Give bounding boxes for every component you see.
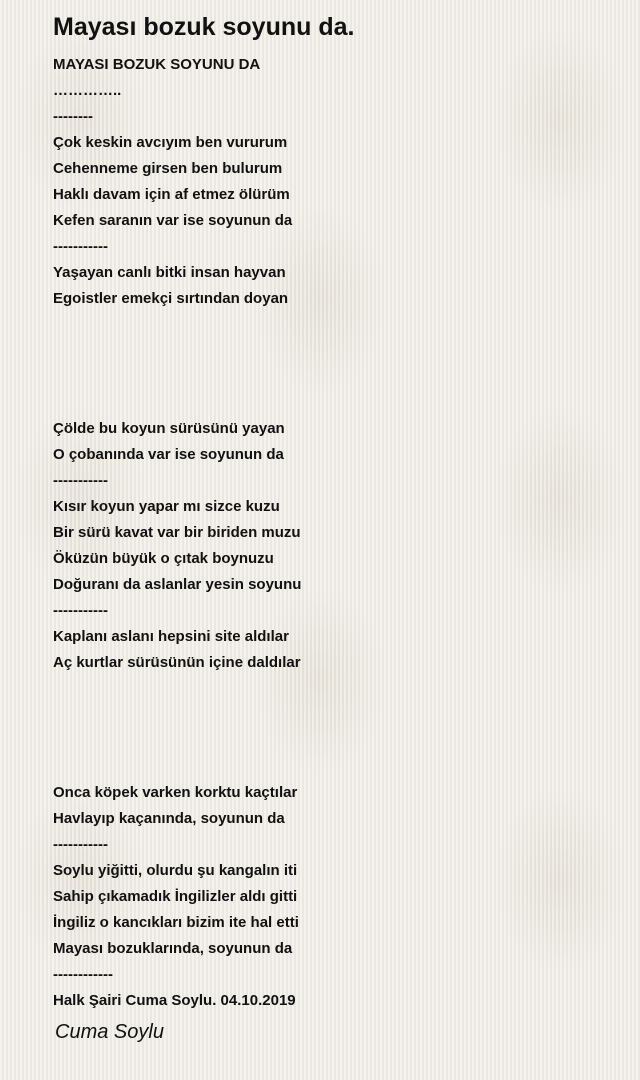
- poem-line: -----------: [53, 836, 108, 853]
- poem-line: Cehenneme girsen ben bulurum: [53, 160, 283, 177]
- poem-line: Egoistler emekçi sırtından doyan: [53, 290, 289, 307]
- poem-line: Çölde bu koyun sürüsünü yayan: [53, 420, 285, 437]
- poem-line: Haklı davam için af etmez ölürüm: [53, 186, 290, 203]
- poem-line: -----------: [53, 472, 108, 489]
- poem-line: -----------: [53, 602, 108, 619]
- blank-line: [53, 754, 613, 780]
- blank-line: [53, 312, 613, 338]
- blank-line: [53, 676, 613, 702]
- poem-line: Çok keskin avcıyım ben vururum: [53, 134, 288, 151]
- poem-line: O çobanında var ise soyunun da: [53, 446, 284, 463]
- poem-line: Bir sürü kavat var bir biriden muzu: [53, 524, 301, 541]
- poem-body: [53, 52, 613, 1014]
- poem-line: Onca köpek varken korktu kaçtılar: [53, 784, 298, 801]
- blank-line: [53, 364, 613, 390]
- poem-line: Öküzün büyük o çıtak boynuzu: [53, 550, 274, 567]
- blank-line: [53, 702, 613, 728]
- poem-line: Doğuranı da aslanlar yesin soyunu: [53, 576, 302, 593]
- poem-line: MAYASI BOZUK SOYUNU DA: [53, 56, 261, 73]
- poem-line: --------: [53, 108, 93, 125]
- poem-author[interactable]: Cuma Soylu: [55, 1021, 164, 1043]
- poem-line: Aç kurtlar sürüsünün içine daldılar: [53, 654, 301, 671]
- poem-line: Soylu yiğitti, olurdu şu kangalın iti: [53, 862, 298, 879]
- poem-line: Kısır koyun yapar mı sizce kuzu: [53, 498, 280, 515]
- poem-line: Kaplanı aslanı hepsini site aldılar: [53, 628, 289, 645]
- poem-line: -----------: [53, 238, 108, 255]
- blank-line: [53, 728, 613, 754]
- poem-title: Mayası bozuk soyunu da.: [53, 13, 355, 41]
- poem-line: İngiliz o kancıkları bizim ite hal etti: [53, 914, 299, 931]
- blank-line: [53, 390, 613, 416]
- blank-line: [53, 338, 613, 364]
- poem-line: Mayası bozuklarında, soyunun da: [53, 940, 293, 957]
- poem-line: ------------: [53, 966, 113, 983]
- poem-line: Yaşayan canlı bitki insan hayvan: [53, 264, 286, 281]
- poem-line: Kefen saranın var ise soyunun da: [53, 212, 293, 229]
- poem-line: Havlayıp kaçanında, soyunun da: [53, 810, 285, 827]
- poem-line: Halk Şairi Cuma Soylu. 04.10.2019: [53, 992, 296, 1009]
- poem-line: …………..: [53, 82, 122, 99]
- poem-line: Sahip çıkamadık İngilizler aldı gitti: [53, 888, 298, 905]
